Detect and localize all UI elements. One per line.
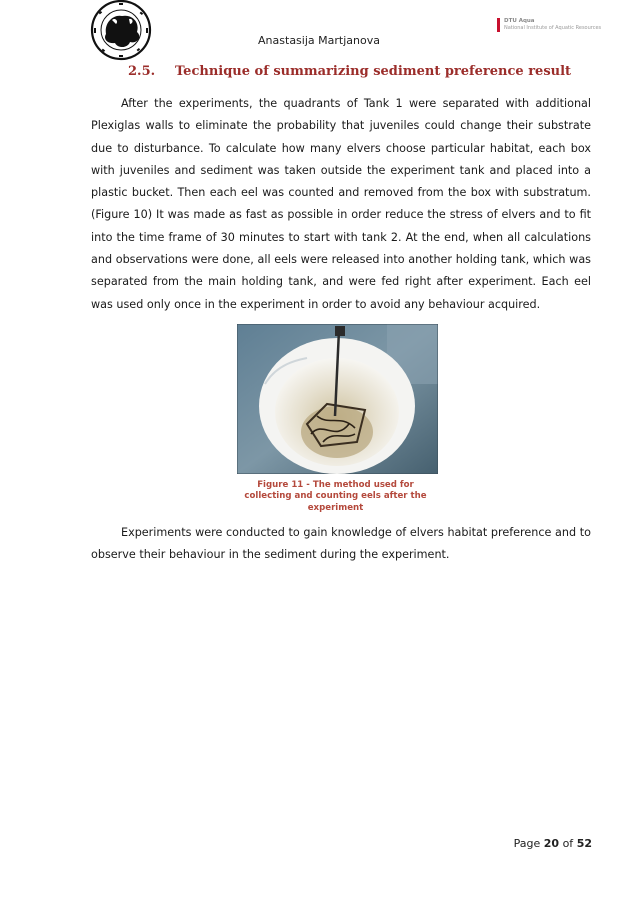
author-name: Anastasija Martjanova xyxy=(258,34,380,47)
figure-photo-bucket-eels xyxy=(237,324,438,474)
page-footer xyxy=(488,837,592,850)
brand-accent-bar xyxy=(497,18,500,32)
of-label: of xyxy=(562,837,574,850)
section-title: Technique of summarizing sediment preference result xyxy=(175,64,572,79)
figure-caption: Figure 11 - The method used for collecting and counting eels after the experiment xyxy=(244,480,427,513)
section-heading xyxy=(128,64,571,79)
section-number: 2.5. xyxy=(128,64,156,79)
brand-name: DTU Aqua xyxy=(504,18,535,24)
page-label: Page xyxy=(513,837,541,850)
brand-subtitle: National Institute of Aquatic Resources xyxy=(504,25,602,31)
body-paragraph: After the experiments, the quadrants of Tank 1 were separated with additional Plexiglas walls to eliminate the probability that juveniles could change their substrate due to disturbance. To calculate how many elvers choose particular habitat, each box with juveniles and sediment was taken outside the experiment tank and placed into a plastic bucket. Then each eel was counted and removed from the box with substratum. (Figure 10) It was made as fast as possible in order reduce the stress of elvers and to fit into the time frame of 30 minutes to start with tank 2. At the end, when all calculations and observations were done, all eels were released into another holding tank, which was separated from the main holding tank, and were fed right after experiment. Each eel was used only once in the experiment in order to avoid any behaviour acquired. xyxy=(91,97,591,311)
body-paragraph: Experiments were conducted to gain knowledge of elvers habitat preference and to observe their behaviour in the sediment during the experiment. xyxy=(91,526,591,562)
university-seal-logo xyxy=(82,0,160,66)
page-number: 20 xyxy=(543,837,560,850)
total-pages: 52 xyxy=(576,837,592,850)
dtu-aqua-brand xyxy=(497,18,617,36)
